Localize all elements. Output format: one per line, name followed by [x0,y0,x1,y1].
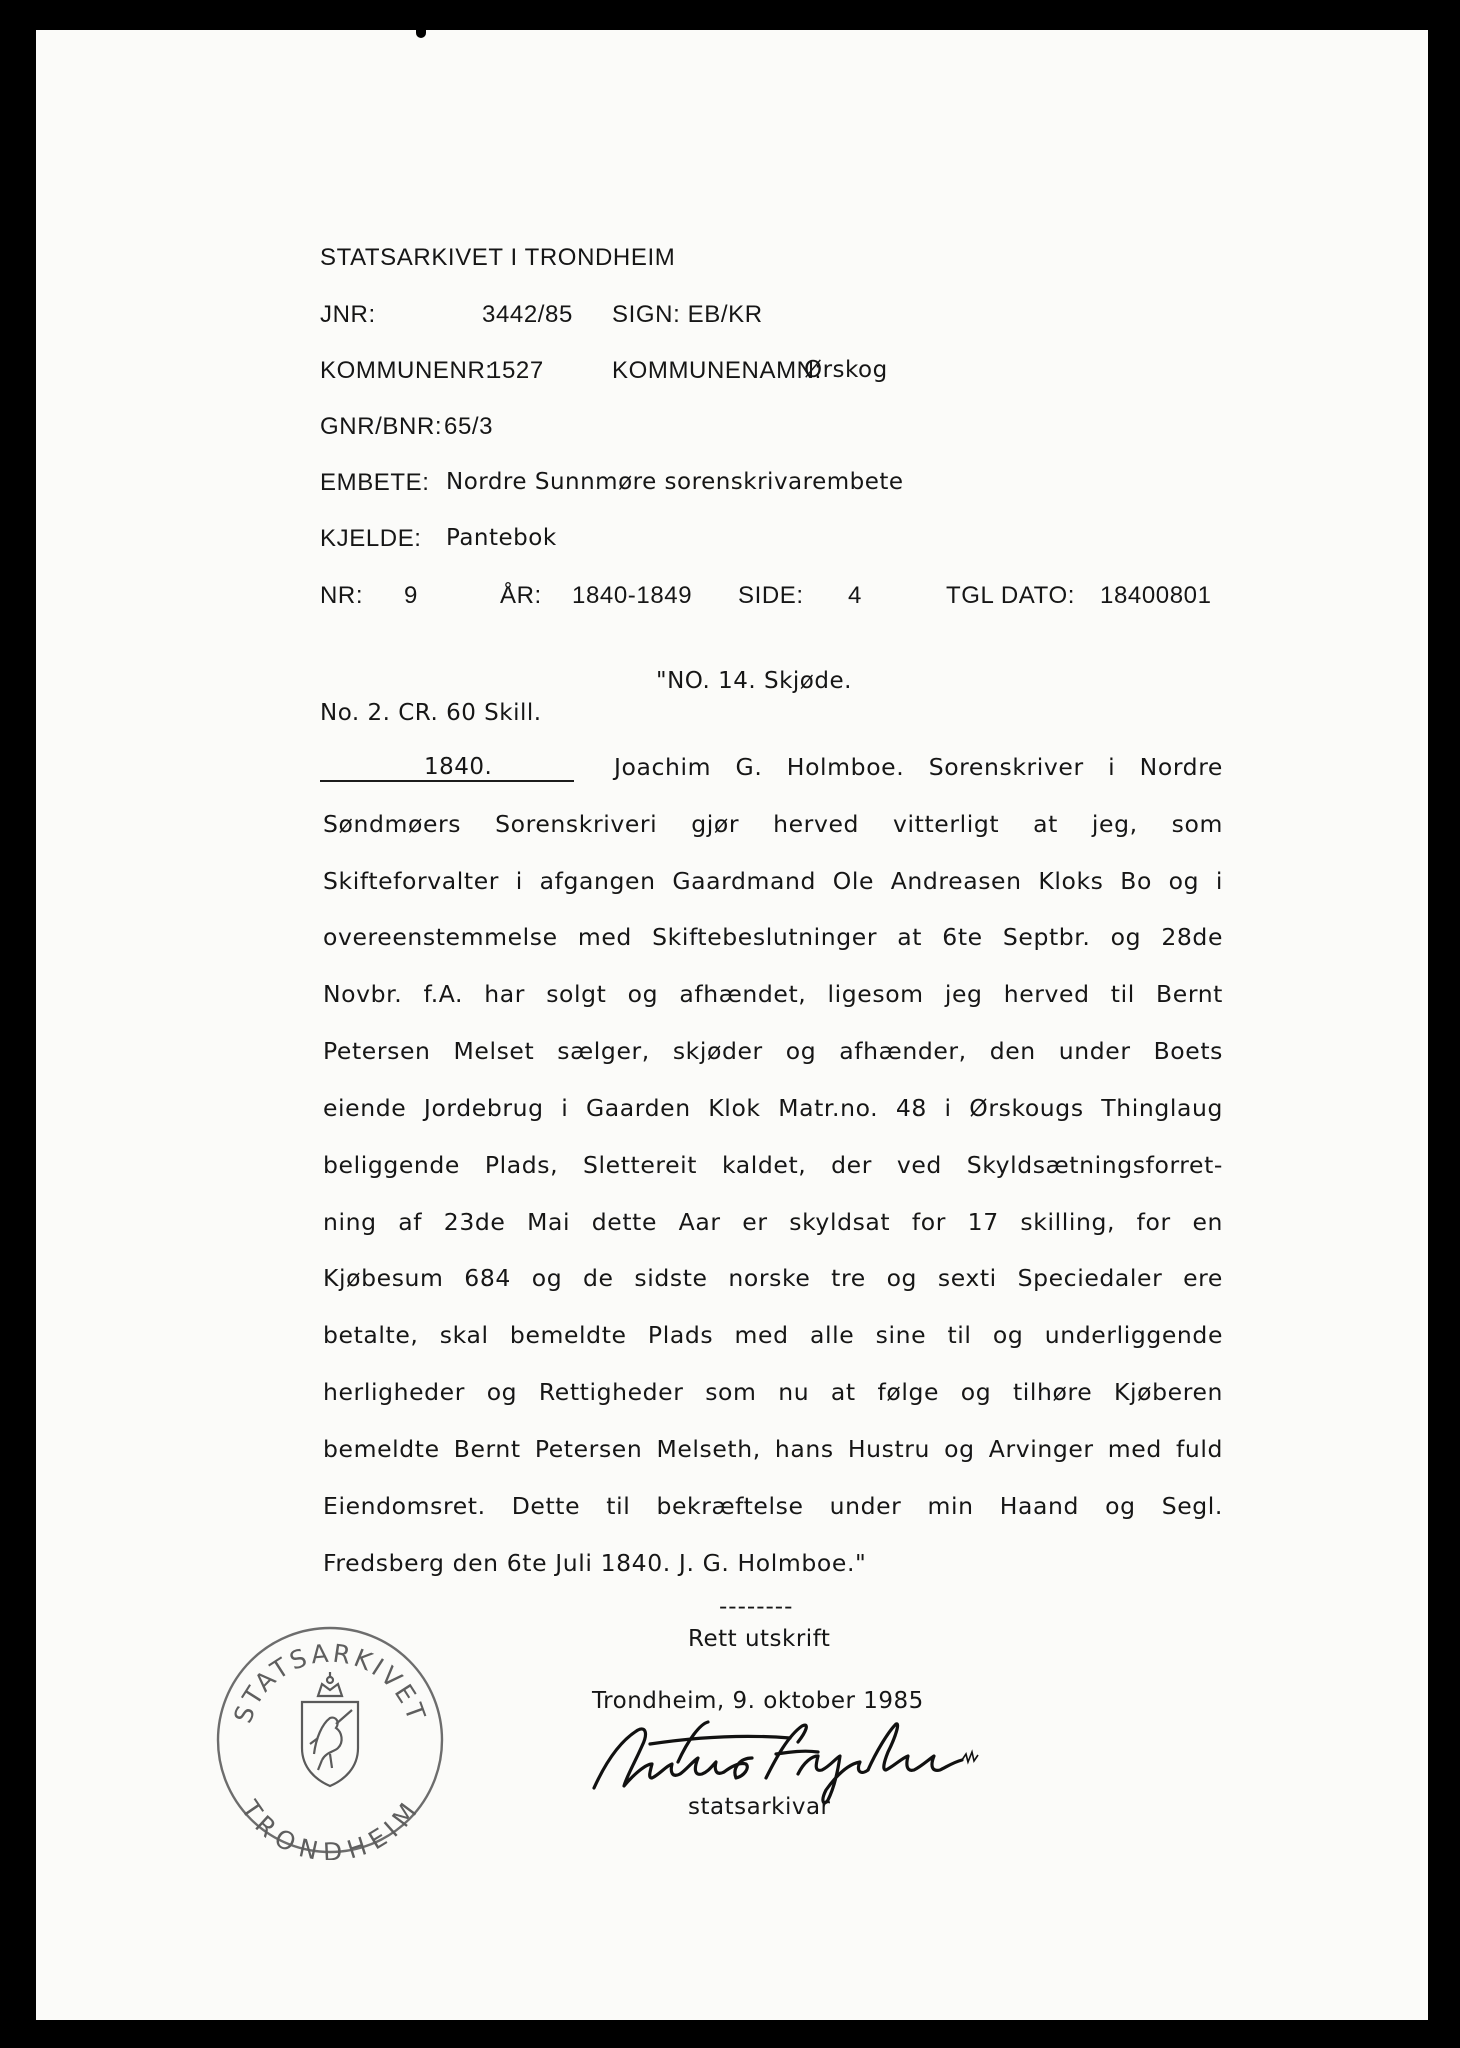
deed-heading: "NO. 14. Skjøde. [656,668,852,694]
side-label: SIDE: [738,582,804,609]
stamp-bottom-text: TRONDHEIM [235,1795,425,1860]
year-underline [320,780,574,782]
body-line: Joachim G. Holmboe. Sorenskriver i Nordre [614,753,1223,781]
deed-year: 1840. [424,754,493,780]
archive-name: STATSARKIVET I TRONDHEIM [320,244,676,271]
stamp-duty: No. 2. CR. 60 Skill. [320,700,542,726]
gnr-value: 65/3 [444,413,494,440]
kommunenr-label: KOMMUNENR: [320,357,493,384]
archivist-title: statsarkivar [688,1794,831,1820]
gnr-label: GNR/BNR: [320,413,443,440]
place-date: Trondheim, 9. oktober 1985 [592,1688,924,1714]
tgl-label: TGL DATO: [946,582,1075,609]
body-line: Petersen Melset sælger, skjøder og afhænder, den under Boets [323,1037,1223,1065]
body-line: Novbr. f.A. har solgt og afhændet, ligesom jeg herved til Bernt [323,980,1223,1008]
tgl-value: 18400801 [1100,582,1212,609]
stamp-top-text: STATSARKIVET [228,1638,432,1727]
body-line: bemeldte Bernt Petersen Melseth, hans Hustru og Arvinger med fuld [323,1435,1223,1463]
body-line: beliggende Plads, Slettereit kaldet, der ved Skyldsætningsforret- [323,1151,1223,1179]
body-line: Fredsberg den 6te Juli 1840. J. G. Holmboe." [323,1549,867,1577]
embete-value: Nordre Sunnmøre sorenskrivarembete [446,469,904,495]
kommunenamn-value: Ørskog [804,357,888,383]
side-value: 4 [848,582,862,609]
nr-label: NR: [320,582,364,609]
body-line: overeenstemmelse med Skiftebeslutninger at 6te Septbr. og 28de [323,923,1223,951]
kjelde-value: Pantebok [446,525,557,551]
body-line: herligheder og Rettigheder som nu at følge og tilhøre Kjøberen [323,1378,1223,1406]
certified-copy: Rett utskrift [688,1626,831,1652]
jnr-value: 3442/85 [482,301,573,328]
archive-stamp [210,1620,450,1860]
ar-value: 1840-1849 [572,582,693,609]
nr-value: 9 [404,582,418,609]
jnr-label: JNR: [320,301,376,328]
separator-dashes: -------- [719,1594,794,1620]
body-line: Søndmøers Sorenskriveri gjør herved vitterligt at jeg, som [323,810,1223,838]
kommunenr-value: 1527 [488,357,544,384]
body-line: Kjøbesum 684 og de sidste norske tre og sexti Speciedaler ere [323,1264,1223,1292]
kommunenamn-label: KOMMUNENAMN: [612,357,822,384]
sign-field: SIGN: EB/KR [612,301,763,328]
body-line: ning af 23de Mai dette Aar er skyldsat for 17 skilling, for en [323,1208,1223,1236]
body-line: Skifteforvalter i afgangen Gaardmand Ole Andreasen Kloks Bo og i [323,867,1223,895]
kjelde-label: KJELDE: [320,525,422,552]
embete-label: EMBETE: [320,469,430,496]
ar-label: ÅR: [500,582,542,609]
body-line: betalte, skal bemeldte Plads med alle sine til og underliggende [323,1321,1223,1349]
coat-of-arms-icon [302,1672,358,1786]
body-line: Eiendomsret. Dette til bekræftelse under min Haand og Segl. [323,1492,1223,1520]
body-line: eiende Jordebrug i Gaarden Klok Matr.no. 48 i Ørskougs Thinglaug [323,1094,1223,1122]
